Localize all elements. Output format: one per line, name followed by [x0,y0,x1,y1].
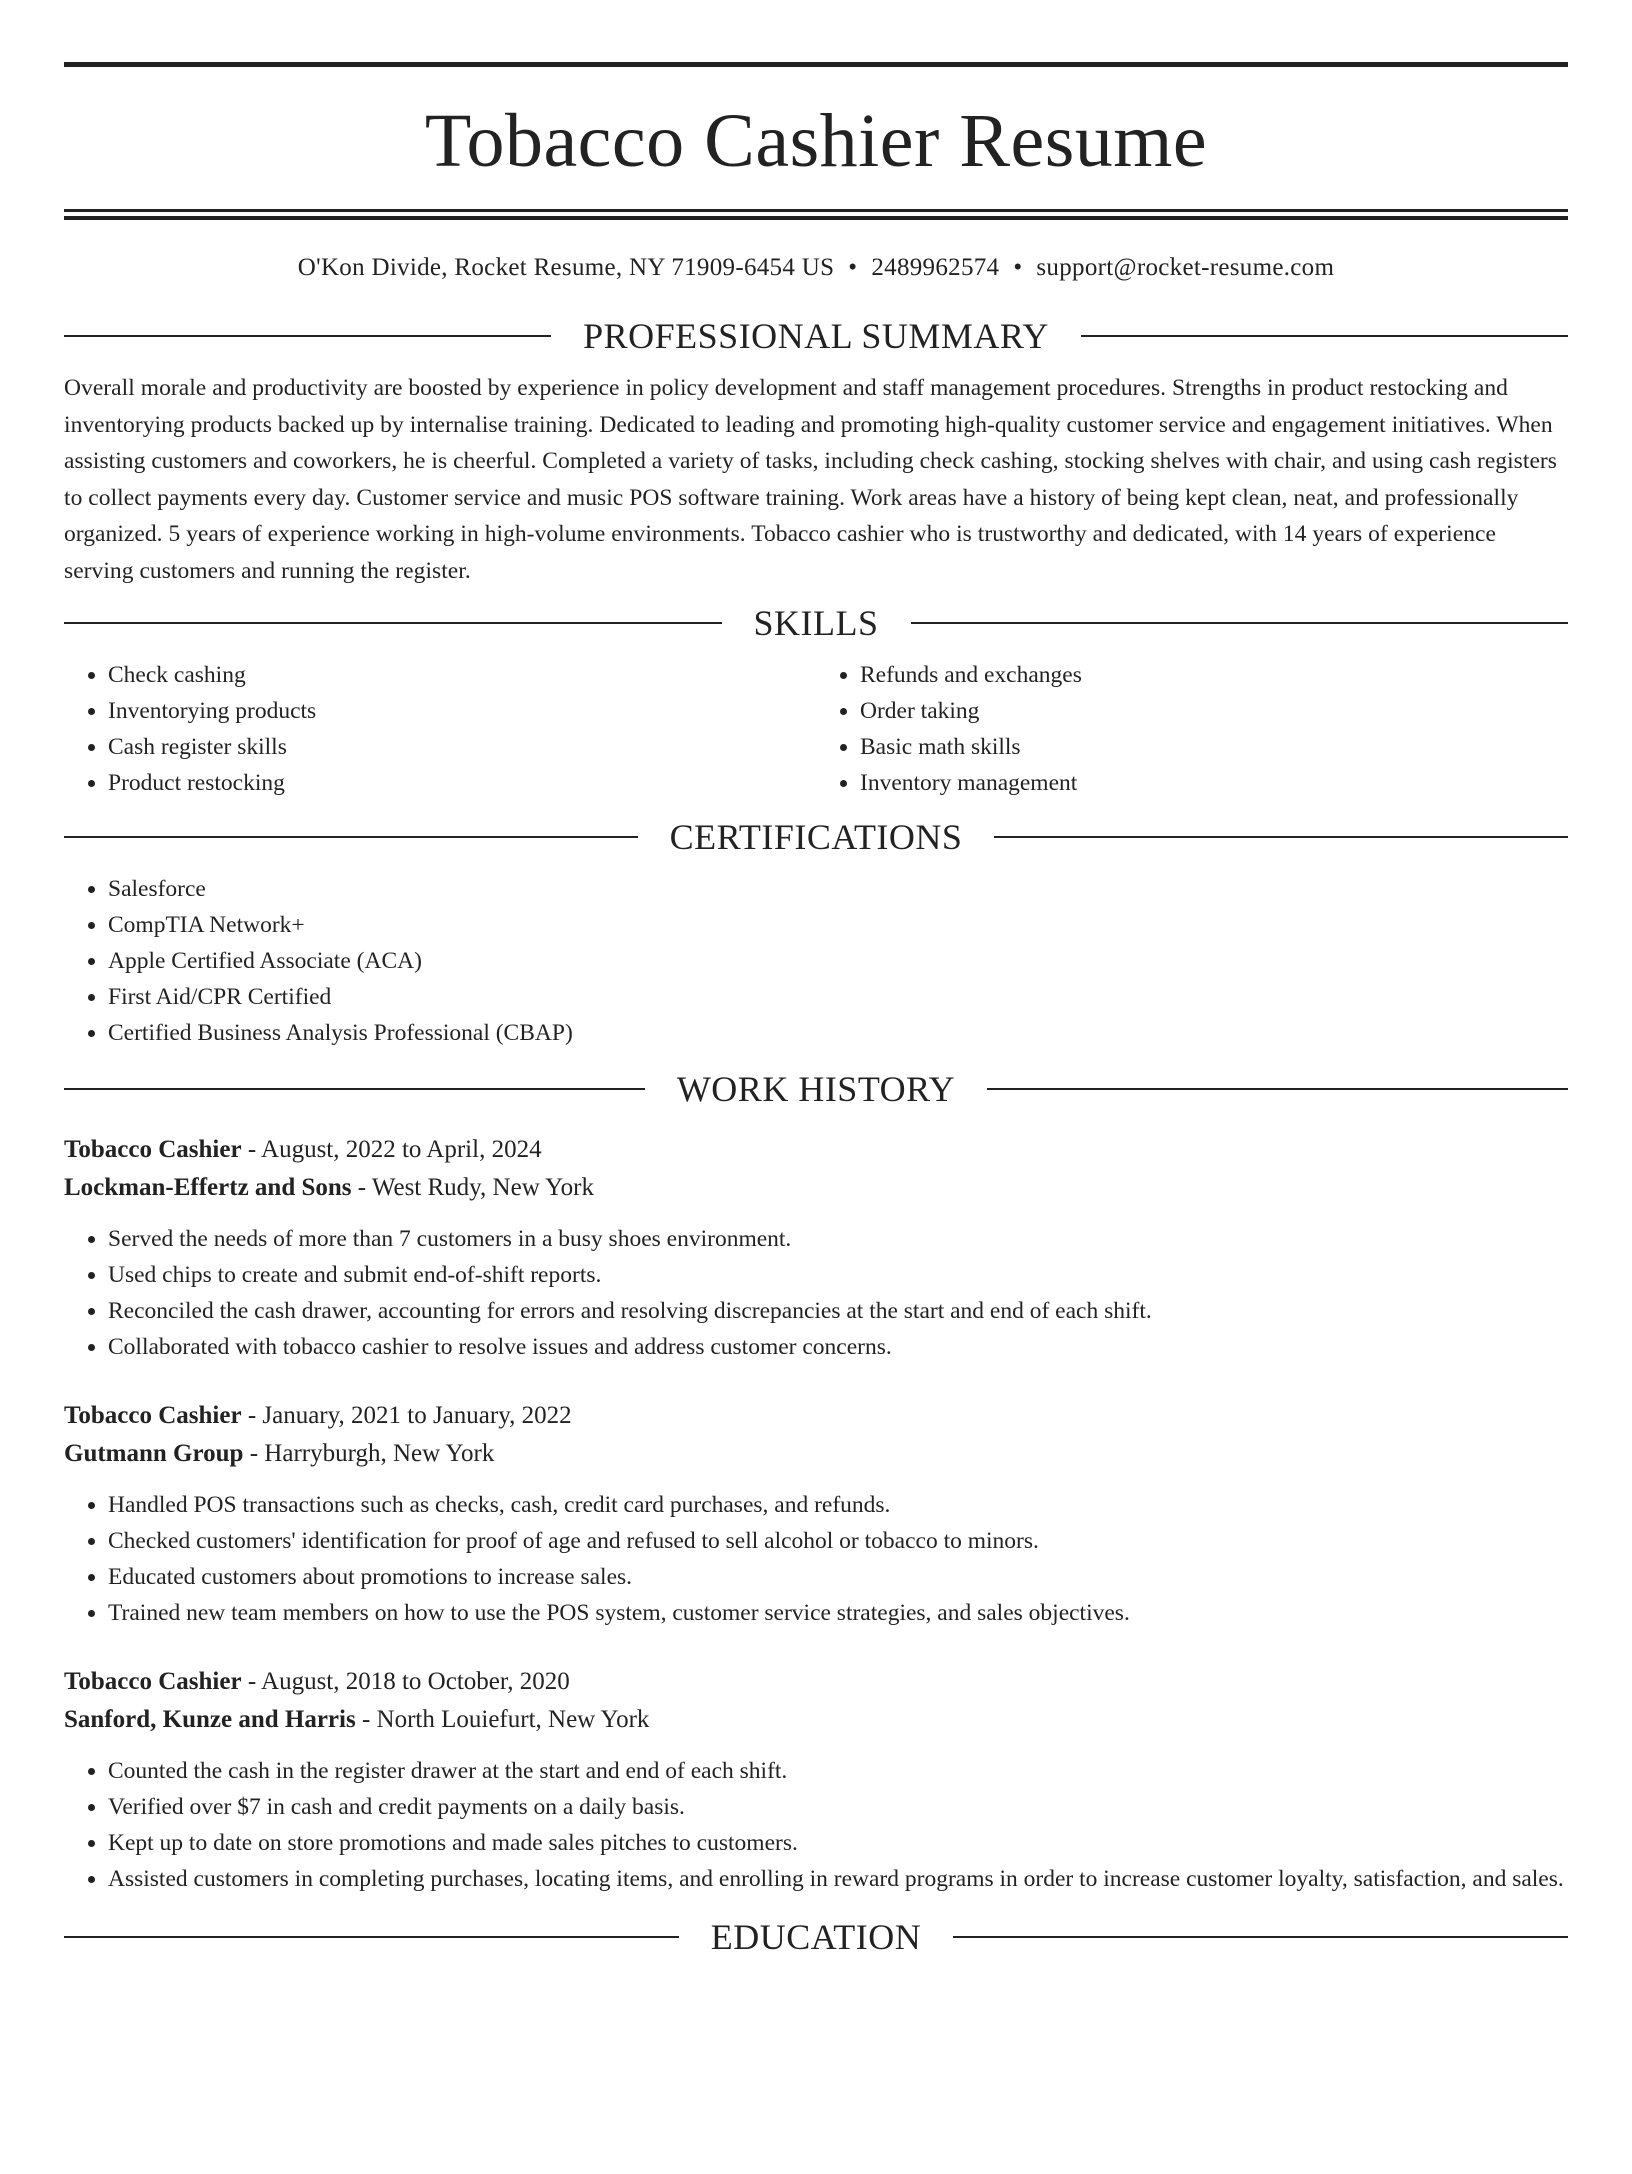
heading-rule [64,836,638,838]
job-title-line [64,1397,1568,1435]
job-company-line [64,1701,1568,1739]
summary-paragraph: Overall morale and productivity are boosted by experience in policy development and staff management procedures. Strengths in product restocking and inventorying products backed up by internalise training. Dedicated to leading and promoting high-quality customer service and engagement initiatives. When assisting customers and coworkers, he is cheerful. Completed a variety of tasks, including check cashing, stocking shelves with chair, and using cash registers to collect payments every day. Customer service and music POS software training. Work areas have a history of being kept clean, neat, and professionally organized. 5 years of experience working in high-volume environments. Tobacco cashier who is trustworthy and dedicated, with 14 years of experience serving customers and running the register. [64,375,1558,584]
section-heading-skills [64,605,1568,641]
job-bullet: • Educated customers about promotions to increase sales. [108,1559,1568,1595]
job-company-line [64,1435,1568,1473]
job-bullet: • Counted the cash in the register drawer at the start and end of each shift. [108,1753,1568,1789]
job-bullet: • Collaborated with tobacco cashier to resolve issues and address customer concerns. [108,1329,1568,1365]
heading-rule [64,622,722,624]
job-dates: - January, 2021 to January, 2022 [241,1402,572,1429]
section-heading-work-history [64,1071,1568,1107]
job-bullet: • Checked customers' identification for proof of age and refused to sell alcohol or tobacco to minors. [108,1523,1568,1559]
skill-item: • Product restocking [108,765,816,801]
job-entry [64,1131,1568,1365]
section-title: CERTIFICATIONS [669,817,963,857]
heading-rule [987,1088,1568,1090]
job-dates: - August, 2018 to October, 2020 [241,1668,570,1695]
job-company: Sanford, Kunze and Harris [64,1706,356,1733]
job-bullets [64,1753,1568,1897]
skill-item: • Inventorying products [108,693,816,729]
section-title: SKILLS [753,603,879,643]
heading-rule [64,1088,645,1090]
skill-item: • Basic math skills [860,729,1568,765]
job-bullet: • Handled POS transactions such as checks, cash, credit card purchases, and refunds. [108,1487,1568,1523]
section-heading-summary [64,318,1568,354]
top-rule [64,62,1568,67]
certification-item: • CompTIA Network+ [108,907,1568,943]
certification-item: • Salesforce [108,871,1568,907]
job-title: Tobacco Cashier [64,1402,242,1429]
section-title: WORK HISTORY [676,1069,956,1109]
skills-grid [64,657,1568,801]
job-bullets [64,1221,1568,1365]
skill-item: • Cash register skills [108,729,816,765]
job-dates: - August, 2022 to April, 2024 [241,1136,542,1163]
job-title: Tobacco Cashier [64,1668,242,1695]
resume-title: Tobacco Cashier Resume [424,99,1208,183]
skill-item: • Inventory management [860,765,1568,801]
job-company: Gutmann Group [64,1440,244,1467]
heading-rule [953,1936,1568,1938]
section-title: PROFESSIONAL SUMMARY [583,316,1049,356]
skill-item: • Refunds and exchanges [860,657,1568,693]
job-bullet: • Used chips to create and submit end-of-shift reports. [108,1257,1568,1293]
job-entry [64,1663,1568,1897]
job-bullets [64,1487,1568,1631]
job-title-line [64,1663,1568,1701]
skill-item: • Check cashing [108,657,816,693]
contact-email: support@rocket-resume.com [1036,254,1335,281]
contact-phone: 2489962574 [871,254,1000,281]
job-title-line [64,1131,1568,1169]
certification-item: • Apple Certified Associate (ACA) [108,943,1568,979]
job-bullet: • Verified over $7 in cash and credit payments on a daily basis. [108,1789,1568,1825]
job-bullet: • Assisted customers in completing purchases, locating items, and enrolling in reward programs in order to increase customer loyalty, satisfaction, and sales. [108,1861,1568,1897]
skills-list-left [64,657,816,801]
section-heading-education [64,1919,1568,1955]
contact-separator: • [848,254,858,281]
job-company: Lockman-Effertz and Sons [64,1174,352,1201]
contact-separator: • [1013,254,1023,281]
job-bullet: • Kept up to date on store promotions and made sales pitches to customers. [108,1825,1568,1861]
heading-rule [994,836,1568,838]
section-title: EDUCATION [710,1917,922,1957]
skills-list-right [816,657,1568,801]
job-location: - West Rudy, New York [351,1174,594,1201]
heading-rule [64,1936,679,1938]
job-title: Tobacco Cashier [64,1136,242,1163]
certification-item: • First Aid/CPR Certified [108,979,1568,1015]
job-location: - Harryburgh, New York [243,1440,495,1467]
job-bullet: • Trained new team members on how to use the POS system, customer service strategies, and sales objectives. [108,1595,1568,1631]
certification-item: • Certified Business Analysis Professional (CBAP) [108,1015,1568,1051]
skill-item: • Order taking [860,693,1568,729]
contact-line [64,254,1568,282]
job-company-line [64,1169,1568,1207]
job-bullet: • Served the needs of more than 7 customers in a busy shoes environment. [108,1221,1568,1257]
certifications-list [64,871,1568,1051]
heading-rule [911,622,1569,624]
section-heading-certifications [64,819,1568,855]
contact-address: O'Kon Divide, Rocket Resume, NY 71909-6454 US [297,254,835,281]
heading-rule [1081,335,1568,337]
resume-page [0,62,1632,2174]
job-entry [64,1397,1568,1631]
job-bullet: • Reconciled the cash drawer, accounting for errors and resolving discrepancies at the start and end of each shift. [108,1293,1568,1329]
title-double-rule [64,209,1568,220]
job-location: - North Louiefurt, New York [355,1706,650,1733]
heading-rule [64,335,551,337]
